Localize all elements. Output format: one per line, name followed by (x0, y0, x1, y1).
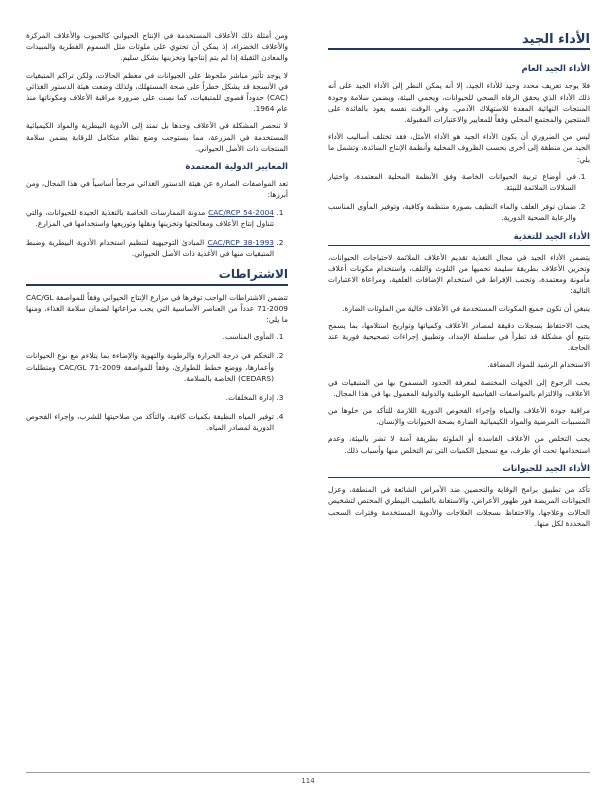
section-underline (26, 284, 288, 286)
right-column (328, 30, 590, 535)
paragraph: فلا يوجد تعريف محدد وحيد للأداء الجيد، إلا أنه يمكن النظر إلى الأداء الجيد على أنه ذلك الأداء الذي يحقق الرفاه الصحي للحيوانات، ويحمي البيئة، ويضمن سلامة وجودة المنتجات النهائية المعدة للاستهلاك الآدمي، وفي الوقت نفسه يعود بالفائدة على المنتجين والمجتمع المحلي وفقاً للمعايير والاعتبارات المقبولة. (328, 81, 590, 125)
list-item-text: المبادئ التوجيهية لتنظيم استخدام الأدوية البيطرية وضبط المتبقيات منها في الأغذية ذات الأصل الحيواني. (26, 238, 274, 259)
standard-reference-link[interactable]: CAC/RCP 54-2004 (208, 207, 274, 217)
paragraph: يجب الاحتفاظ بسجلات دقيقة لمصادر الأعلاف وكمياتها وتواريخ استلامها، بما يسمح بتتبع أي مشكلة قد تطرأ في سلسلة الإمداد، وتطبيق إجراءات تصحيحية فورية عند الحاجة. (328, 320, 590, 353)
list-item: 3. إدارة المخلفات. (26, 392, 274, 403)
paragraph: لا يوجد تأثير مباشر ملحوظ على الحيوانات في معظم الحالات، ولكن تراكم المتبقيات في الأنسجة قد يشكل خطراً على صحة المستهلك، ولذلك وضعت هيئة الدستور الغذائي (CAC) حدوداً قصوى للمتبقيات، كما نصت على ضرورة مراقبة الأعلاف ومكوناتها منذ عام 1964. (26, 70, 288, 114)
section-title: الاشتراطات (218, 267, 288, 282)
list-item: 4. توفير المياه النظيفة بكميات كافية، والتأكد من صلاحيتها للشرب، وإجراء الفحوص الدورية لمصادر المياه. (26, 411, 274, 433)
numbered-list-general (328, 171, 590, 224)
numbered-list-standards (26, 207, 288, 260)
paragraph: مراقبة جودة الأعلاف والمياه وإجراء الفحوص الدورية اللازمة للتأكد من خلوها من المسببات المرضية والمواد الكيميائية الضارة بصحة الحيوانات والإنسان. (328, 406, 590, 427)
paragraph: تتضمن الاشتراطات الواجب توفرها في مزارع الإنتاج الحيواني وفقاً للمواصفة CAC/GL 71-2009 عدداً من العناصر الأساسية التي يجب مراعاتها لضمان سلامة الغذاء، ومنها ما يلي: (26, 292, 288, 325)
paragraph: تعد المواصفات الصادرة عن هيئة الدستور الغذائي مرجعاً أساسياً في هذا المجال، ومن أبرزها: (26, 179, 288, 200)
standard-reference-link[interactable]: CAC/RCP 38-1993 (207, 238, 274, 248)
list-item: 2. ضمان توفر العلف والماء النظيف بصورة منتظمة وكافية، وتوفير المأوى المناسب والرعاية الصحية الدورية. (328, 201, 576, 223)
title-block (328, 34, 590, 50)
list-item-text: مدونة الممارسات الخاصة بالتغذية الجيدة للحيوانات، والتي تتناول إنتاج الأعلاف ومعالجتها وتخزينها ونقلها وتوزيعها واستخدامها في المزارع. (26, 207, 274, 228)
paragraph: ومن أمثلة ذلك الأعلاف المستخدمة في الإنتاج الحيواني كالحبوب والأعلاف المركزة والأعلاف الخضراء، إذ يمكن أن تحتوي على ملوثات مثل السموم الفطرية والمبيدات والمعادن الثقيلة إذا لم يتم إنتاجها وتخزينها بشكل سليم. (26, 31, 288, 63)
list-item: 1. في أوضاع تربية الحيوانات الخاصة وفق الأنظمة المحلية المعتمدة، واختيار السلالات الملائمة للبيئة. (328, 171, 576, 193)
left-column (26, 30, 288, 442)
numbered-list-requirements (26, 331, 288, 433)
paragraph: يجب التخلص من الأعلاف الفاسدة أو الملوثة بطريقة آمنة لا تضر بالبيئة، وعدم استخدامها تحت أي ظرف، مع تسجيل الكميات التي تم التخلص منها وأسباب ذلك. (328, 434, 590, 455)
paragraph: ينبغي أن تكون جميع المكونات المستخدمة في الأعلاف خالية من الملوثات الضارة. (342, 303, 590, 313)
subheading-animal: الأداء الجيد للحيوانات (502, 463, 590, 474)
subheading-underline (328, 245, 590, 246)
subheading-underline (328, 477, 590, 478)
paragraph: الاستخدام الرشيد للمواد المضافة. (487, 360, 590, 370)
list-item (26, 237, 274, 259)
paragraph: لا تنحصر المشكلة في الأعلاف وحدها بل تمتد إلى الأدوية البيطرية والمواد الكيميائية المستخدمة في المزرعة، مما يستوجب وضع نظام متكامل للرقابة يضمن سلامة المنتجات ذات الأصل الحيواني. (26, 121, 288, 153)
paragraph: ليس من الضروري أن يكون الأداء الجيد هو الأداء الأمثل، فقد تختلف أساليب الأداء الجيد من منطقة إلى أخرى بحسب الظروف المحلية وأنظمة الإنتاج السائدة، وتشمل ما يلي: (328, 132, 590, 164)
title-underline (328, 48, 590, 50)
list-item (26, 207, 274, 229)
subheading-feed: الأداء الجيد للتغذية (513, 231, 590, 242)
paragraph: تأكد من تطبيق برامج الوقاية والتحصين ضد الأمراض الشائعة في المنطقة، وعزل الحيوانات المريضة فور ظهور الأعراض، والاستعانة بالطبيب البيطري المختص لتشخيص الحالات وعلاجها، والاحتفاظ بسجلات العلاجات والأدوية المستخدمة وفترات السحب المحددة لكل منها. (328, 485, 590, 528)
paragraph: يجب الرجوع إلى الجهات المختصة لمعرفة الحدود المسموح بها من المتبقيات في الأعلاف، والالتزام بالمواصفات القياسية الوطنية والدولية المعمول بها في هذا المجال. (328, 377, 590, 398)
page-title: الأداء الجيد (522, 32, 590, 47)
subheading-standards: المعايير الدولية المعتمدة (185, 162, 288, 173)
list-item: 2. التحكم في درجة الحرارة والرطوبة والتهوية والإضاءة بما يتلاءم مع نوع الحيوانات وأعمارها، ووضع خطط للطوارئ، وفقاً للمواصفة CAC/GL 71-2009 ومتطلبات (CEDARS) الخاصة بالسلامة. (26, 350, 274, 384)
footer-divider (26, 772, 590, 773)
list-item: 1. المأوى المناسب. (26, 331, 274, 342)
subheading-general: الأداء الجيد العام (521, 64, 590, 75)
paragraph: يتضمن الأداء الجيد في مجال التغذية تقديم الأعلاف الملائمة لاحتياجات الحيوانات، وتخزين الأعلاف بطريقة سليمة تحميها من التلوث والتلف، واستخدام مكونات أعلاف مأمونة ومعتمدة، وتجنب الإفراط في استخدام الإضافات العلفية، ومراعاة الاعتبارات التالية: (328, 252, 590, 296)
page-number: 114 (301, 777, 315, 785)
